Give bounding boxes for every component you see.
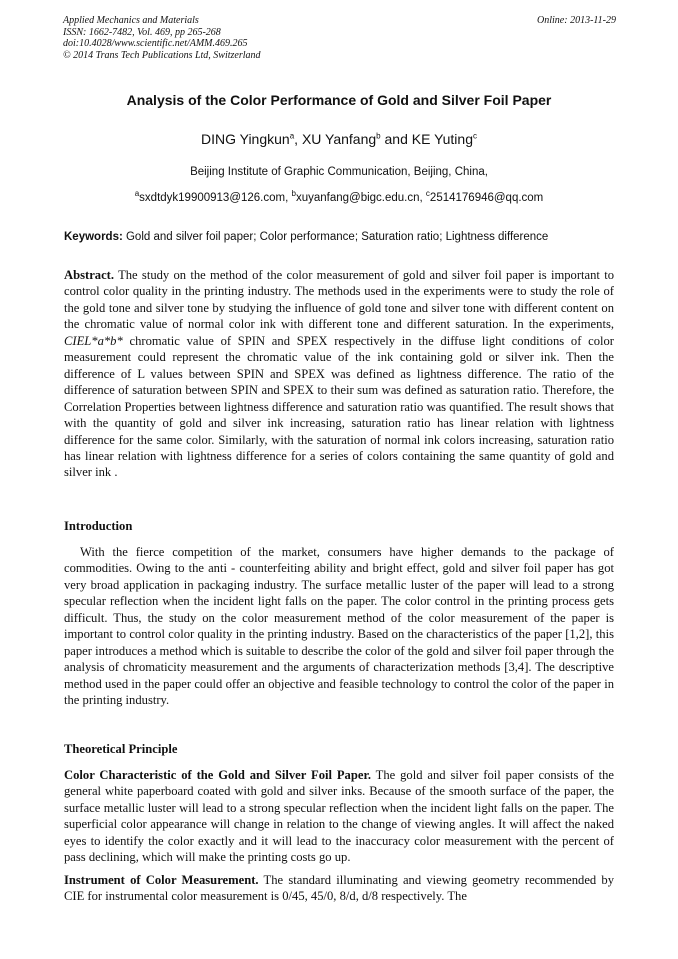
doi-line: doi:10.4028/www.scientific.net/AMM.469.265 [63, 38, 248, 49]
section-heading-theory: Theoretical Principle [64, 742, 178, 756]
copyright-line: © 2014 Trans Tech Publications Ltd, Switzerland [63, 49, 261, 61]
author-3-sup: c [473, 131, 477, 141]
section-heading-introduction: Introduction [64, 519, 133, 533]
keywords-text: Gold and silver foil paper; Color performance; Saturation ratio; Lightness difference [122, 231, 549, 243]
instrument-label: Instrument of Color Measurement. [64, 873, 259, 887]
keywords-label: Keywords: [64, 231, 123, 243]
introduction-paragraph: With the fierce competition of the market, consumers have higher demands to the package of commodities. Owing to the anti - counterfeiting ability and bright effect, gold and silver foil paper has got very broad application in packaging industry. The surface metallic luster of the paper will lead to a strong specular reflection when the incident light falls on the paper. The color control in the printing process gets difficult. Thus, the study on the color measurement method of the color measurement of the paper is important to control color quality in the printing industry. Based on the characteristics of the paper [1,2], this paper introduces a method which is suitable to describe the color of the gold and silver foil paper through the analysis of chromaticity measurement and the arguments of characterization methods [3,4]. The descriptive method used in the paper could offer an objective and feasible technology to control the color of the paper in the printing industry. [64, 545, 614, 708]
author-emails [0, 189, 678, 204]
author-1-sup: a [289, 131, 295, 141]
color-characteristic-paragraph [64, 767, 614, 866]
color-characteristic-label: Color Characteristic of the Gold and Silver Foil Paper. [64, 768, 372, 782]
author-2: XU Yanfang [301, 131, 377, 147]
instrument-text: The standard illuminating and viewing geometry recommended by CIE for instrumental color measurement is 0/45, 45/0, 8/d, d/8 respectively. The [64, 873, 614, 904]
author-1: DING Yingkun [200, 131, 290, 147]
color-characteristic-text: The gold and silver foil paper consists of the general white paperboard coated with gold and silver inks. Because of the smooth surface of the paper, the surface metallic luster will lead to a strong specular reflection when the incident light falls on the paper. The superficial color appearance will change in relation to the change of viewing angles. It will affect the naked eyes to identify the color exactly and it will lead to the inaccuracy color measurement with the percent of pass declining, which will make the printing costs go up. [64, 768, 614, 865]
cielab-formula: CIEL*a*b* [64, 333, 123, 348]
abstract-paragraph [64, 267, 614, 481]
abstract-text-2: chromatic value of SPIN and SPEX respectively in the diffuse light conditions of color measurement could represent the chromatic value of the ink containing gold or silver ink. Then the difference of L values between SPIN and SPEX was defined as lightness difference. The ratio of the difference of saturation between SPIN and SPEX to their sum was defined as saturation ratio. Therefore, the Correlation Properties between lightness difference and saturation ratio was quantified. The result shows that with the quantity of gold and silver ink increasing, saturation ratio has linear relation with lightness difference for the same color. Similarly, with the saturation of normal ink colors increasing, saturation ratio has linear relation with lightness difference for a series of colors containing the same quantity of gold and silver ink . [64, 333, 614, 480]
online-date: Online: 2013-11-29 [537, 15, 616, 26]
journal-name: Applied Mechanics and Materials [63, 15, 199, 26]
author-separator: , [294, 131, 302, 147]
author-3: KE Yuting [411, 131, 473, 147]
keywords [64, 231, 624, 243]
author-line [0, 131, 678, 147]
email-3-sup: c [425, 189, 430, 199]
email-2-sup: b [291, 189, 296, 199]
email-1-sup: a [134, 189, 140, 199]
abstract-text-1: The study on the method of the color measurement of gold and silver foil paper is important to control color quality in the printing industry. The methods used in the experiments were to study the role of the gold tone and silver tone by studying the influence of gold tone and silver tone with different content on the chromatic value of normal color ink with different tone and different saturation. In the experiments, [64, 268, 614, 332]
abstract-label: Abstract. [64, 268, 115, 282]
journal-header [63, 15, 616, 61]
author-separator: and [380, 131, 412, 147]
issn-line: ISSN: 1662-7482, Vol. 469, pp 265-268 [63, 26, 221, 38]
author-2-sup: b [376, 131, 381, 141]
email-3[interactable]: 2514176946@qq.com [429, 192, 544, 204]
affiliation: Beijing Institute of Graphic Communication, Beijing, China, [190, 166, 488, 178]
instrument-paragraph [64, 872, 614, 905]
paper-title: Analysis of the Color Performance of Gold and Silver Foil Paper [126, 92, 552, 108]
email-2[interactable]: xuyanfang@bigc.edu.cn, [295, 192, 426, 204]
email-1[interactable]: sxdtdyk19900913@126.com, [139, 192, 292, 204]
